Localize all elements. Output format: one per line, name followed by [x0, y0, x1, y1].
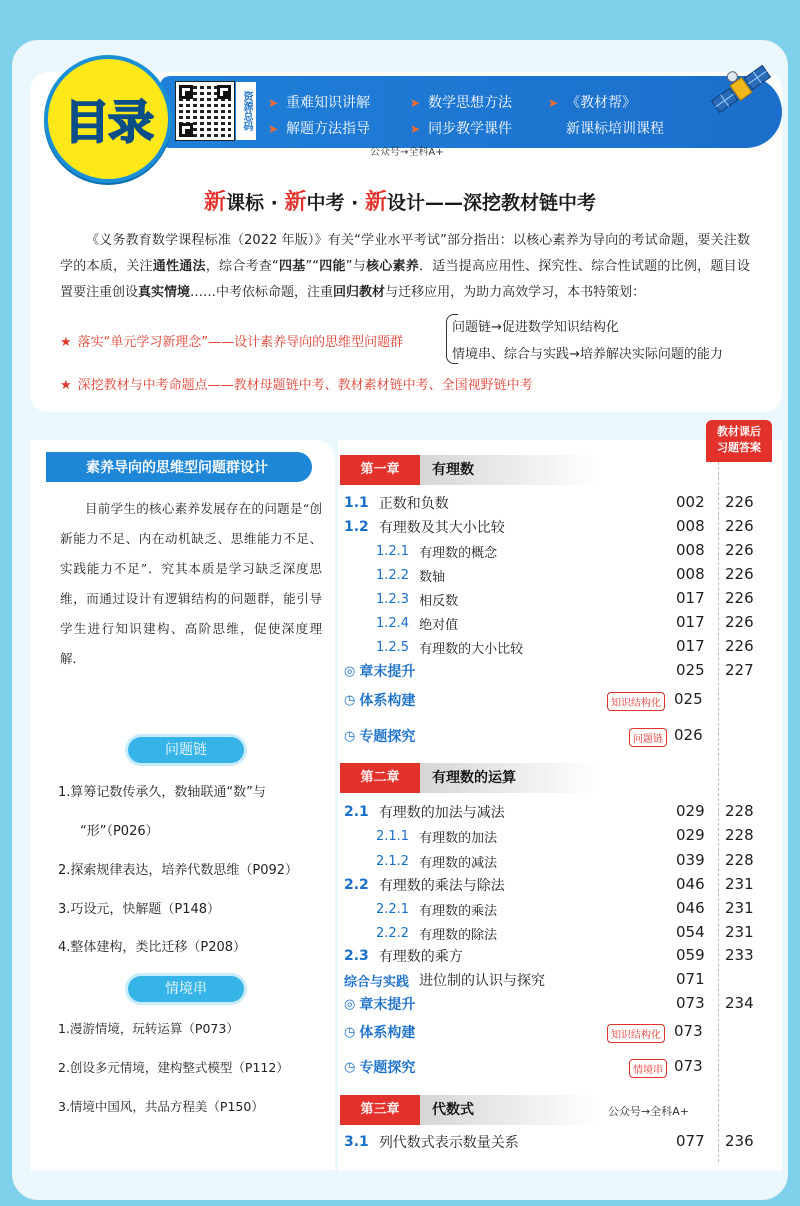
logo-badge	[44, 55, 172, 183]
toc-entry-title: 有理数的概念	[419, 545, 498, 561]
toc-page-number: 017	[676, 637, 705, 655]
toc-entry-title: 章末提升	[359, 664, 416, 680]
toc-answer-page: 228	[725, 826, 754, 844]
star-icon: ★	[60, 335, 72, 350]
title-text: 课标 ·	[226, 192, 285, 214]
toc-entry-number: 1.2.3	[376, 591, 410, 607]
toc-answer-page: 226	[725, 565, 754, 583]
problem-chain-pill: 问题链	[128, 737, 244, 763]
toc-answer-page: 228	[725, 802, 754, 820]
chapter-3-heading[interactable]	[340, 1095, 772, 1125]
toc-entry[interactable]	[376, 540, 497, 562]
toc-entry-number: 2.2.1	[376, 901, 410, 917]
toc-page-number: 025	[674, 690, 703, 708]
toc-entry-title: 有理数的大小比较	[419, 641, 524, 657]
toc-page-number: 059	[676, 946, 705, 964]
toc-entry-title: 列代数式表示数量关系	[378, 1135, 519, 1151]
title-text: 中考 ·	[306, 192, 365, 214]
toc-entry-title: 绝对值	[419, 617, 459, 633]
toc-entry-title: 体系构建	[359, 693, 416, 709]
chapter-tag: 第二章	[340, 763, 420, 793]
toc-entry[interactable]	[344, 1131, 519, 1153]
intro-text: 《义务教育数学课程标准（2022 年版）》有关“学业水平考试”部分指出：以核心素养为导向的考试命题，要关注数学的本质，关注	[60, 233, 750, 274]
toc-page-number: 002	[676, 493, 705, 511]
satellite-icon	[706, 54, 776, 124]
toc-page-number: 026	[674, 726, 703, 744]
toc-answer-page: 231	[725, 899, 754, 917]
toc-entry-title: 有理数及其大小比较	[378, 520, 505, 536]
header-link-label: 《教材帮》	[566, 95, 637, 111]
toc-page-number: 008	[676, 517, 705, 535]
toc-entry-title: 专题探究	[359, 729, 416, 745]
toc-entry[interactable]	[344, 969, 545, 991]
intro-emphasis: 真实情境	[138, 285, 191, 300]
intro-emphasis: 四基	[278, 259, 306, 274]
toc-entry-title: 有理数的乘法与除法	[378, 878, 505, 894]
qr-code-icon[interactable]	[176, 82, 234, 140]
toc-entry[interactable]	[376, 898, 497, 920]
star-icon: ★	[60, 378, 72, 393]
clock-icon: ◷	[344, 692, 356, 708]
toc-entry[interactable]	[344, 1021, 415, 1043]
arrow-icon: ➤	[548, 96, 559, 110]
header-link-3[interactable]	[548, 92, 636, 112]
toc-answer-page: 226	[725, 493, 754, 511]
toc-badge: 知识结构化	[607, 1024, 665, 1043]
toc-entry[interactable]	[344, 725, 415, 747]
bullet-sub-item: 情境串、综合与实践→培养解决实际问题的能力	[452, 347, 723, 362]
bullet-text: 落实“单元学习新理念”——设计素养导向的思维型问题群	[77, 335, 404, 350]
title-accent: 新	[284, 190, 307, 215]
scenario-item[interactable]: 1.漫游情境，玩转运算（P073）	[58, 1021, 239, 1036]
toc-page-number: 008	[676, 541, 705, 559]
qr-corner	[217, 85, 231, 99]
toc-answer-page: 231	[725, 875, 754, 893]
title-accent: 新	[364, 190, 387, 215]
toc-entry[interactable]	[344, 945, 463, 967]
intro-text: 与迁移应用，为助力高效学习，本书特策划：	[385, 285, 646, 300]
target-icon: ◎	[344, 663, 356, 679]
toc-entry-number: 2.1.1	[376, 828, 410, 844]
scenario-item[interactable]: 3.情境中国风，共品方程美（P150）	[58, 1099, 264, 1114]
chapter-1-heading[interactable]	[340, 455, 772, 485]
toc-page-number: 071	[676, 970, 705, 988]
intro-text: ，综合考查“	[205, 259, 279, 274]
left-paragraph: 目前学生的核心素养发展存在的问题是“创新能力不足、内在动机缺乏、思维能力不足、实践能力不足”．究其本质是学习缺乏深度思维，而通过设计有逻辑结构的问题群，能引导学生进行知识建构、高阶思维，促使深度理解．	[60, 501, 322, 666]
toc-answer-page: 226	[725, 637, 754, 655]
toc-answer-page: 234	[725, 994, 754, 1012]
header-link-1[interactable]	[268, 92, 370, 112]
toc-entry[interactable]	[344, 660, 415, 682]
intro-text: ．适当提高应用性、探究性、综合性试题的比例，题目设置要注重创设	[60, 259, 750, 300]
toc-entry-number: 1.2.4	[376, 615, 410, 631]
toc-page-number: 054	[676, 923, 705, 941]
toc-entry[interactable]	[344, 516, 505, 538]
toc-entry[interactable]	[376, 825, 497, 847]
page-title	[0, 185, 800, 216]
arrow-icon: ➤	[268, 96, 279, 110]
scenario-chain-pill: 情境串	[128, 976, 244, 1002]
chapter-title: 有理数	[420, 455, 600, 485]
intro-emphasis: 核心素养	[365, 259, 419, 274]
toc-entry-number: 1.2.1	[376, 543, 410, 559]
bullet-sub-item: 问题链→促进数学知识结构化	[452, 320, 619, 335]
toc-answer-page: 226	[725, 613, 754, 631]
toc-entry-title: 专题探究	[359, 1060, 416, 1076]
toc-page-number: 008	[676, 565, 705, 583]
toc-page-number: 073	[674, 1022, 703, 1040]
answer-column-divider	[718, 462, 719, 1162]
toc-entry-title: 相反数	[419, 593, 459, 609]
logo-text: 目录	[64, 95, 152, 149]
toc-entry-title: 有理数的除法	[419, 927, 498, 943]
answer-tab-line: 习题答案	[717, 441, 761, 454]
arrow-icon: ➤	[410, 122, 421, 136]
problem-item[interactable]: 4.整体建构，类比迁移（P208）	[58, 940, 247, 955]
scenario-item[interactable]: 2.创设多元情境，建构整式模型（P112）	[58, 1060, 289, 1075]
toc-page-number: 073	[674, 1057, 703, 1075]
qr-corner	[179, 123, 193, 137]
toc-answer-page: 226	[725, 541, 754, 559]
toc-entry-number: 2.2.2	[376, 925, 410, 941]
chapter-2-heading[interactable]	[340, 763, 772, 793]
clock-icon: ◷	[344, 728, 356, 744]
qr-label: 资源总码	[236, 82, 256, 140]
toc-entry-title: 进位制的认识与探究	[419, 973, 546, 989]
toc-entry[interactable]	[344, 1056, 415, 1078]
toc-entry-number: 1.2.2	[376, 567, 410, 583]
intro-text: ”与	[345, 259, 366, 274]
toc-entry[interactable]	[376, 850, 497, 872]
chapter-tag: 第三章	[340, 1095, 420, 1125]
toc-entry-number: 1.1	[344, 495, 369, 511]
toc-entry-title: 体系构建	[359, 1025, 416, 1041]
toc-entry[interactable]	[376, 588, 458, 610]
toc-page-number: 046	[676, 875, 705, 893]
toc-page-number: 017	[676, 613, 705, 631]
toc-entry[interactable]	[344, 801, 505, 823]
toc-entry-title: 正数和负数	[378, 496, 449, 512]
toc-answer-page: 231	[725, 923, 754, 941]
intro-emphasis: 通性通法	[152, 259, 206, 274]
toc-answer-page: 236	[725, 1132, 754, 1150]
title-accent: 新	[204, 190, 227, 215]
clock-icon: ◷	[344, 1024, 356, 1040]
intro-text: ……中考依标命题，注重	[190, 285, 334, 300]
toc-page-number: 077	[676, 1132, 705, 1150]
toc-entry-number: 2.1	[344, 804, 369, 820]
toc-entry-number: 1.2.5	[376, 639, 410, 655]
toc-page-number: 017	[676, 589, 705, 607]
gzh-note: 公众号→全科A+	[608, 1105, 689, 1118]
toc-entry-title: 有理数的乘法	[419, 903, 498, 919]
toc-answer-page: 228	[725, 851, 754, 869]
toc-entry-title: 章末提升	[359, 997, 416, 1013]
toc-entry[interactable]	[344, 689, 415, 711]
problem-item[interactable]: 1.算筹记数传承久，数轴联通“数”与	[58, 785, 266, 800]
toc-entry[interactable]	[376, 636, 523, 658]
gzh-note: 公众号→全科A+	[370, 147, 444, 158]
toc-entry-number: 1.2	[344, 519, 369, 535]
toc-entry[interactable]	[376, 922, 497, 944]
header-link-label: 数学思想方法	[428, 95, 513, 111]
arrow-icon: ➤	[410, 96, 421, 110]
header-link-6[interactable]	[566, 118, 664, 138]
toc-page-number: 073	[676, 994, 705, 1012]
toc-entry[interactable]	[344, 874, 505, 896]
bullet-text: 深挖教材与中考命题点——教材母题链中考、教材素材链中考、全国视野链中考	[77, 378, 533, 393]
toc-answer-page: 227	[725, 661, 754, 679]
qr-corner	[179, 85, 193, 99]
intro-emphasis: 回归教材	[333, 285, 386, 300]
toc-entry-title: 有理数的加法	[419, 830, 498, 846]
header-link-4[interactable]	[268, 118, 370, 138]
toc-page-number: 029	[676, 826, 705, 844]
left-panel-header: 素养导向的思维型问题群设计	[46, 452, 312, 482]
header-link-5[interactable]	[410, 118, 512, 138]
header-link-2[interactable]	[410, 92, 512, 112]
toc-page-number: 025	[676, 661, 705, 679]
toc-badge: 知识结构化	[607, 692, 665, 711]
header-link-label: 同步教学课件	[428, 121, 513, 137]
toc-entry[interactable]	[376, 564, 445, 586]
toc-page-number: 039	[676, 851, 705, 869]
toc-entry[interactable]	[344, 492, 449, 514]
problem-item[interactable]: 2.探索规律表达，培养代数思维（P092）	[58, 863, 299, 878]
header-link-label: 新课标培训课程	[566, 121, 664, 137]
toc-entry-number: 2.2	[344, 877, 369, 893]
toc-entry-title: 有理数的加法与减法	[378, 805, 505, 821]
toc-entry-number: 2.1.2	[376, 853, 410, 869]
toc-entry-title: 有理数的乘方	[378, 949, 463, 965]
bullet-1	[60, 331, 403, 350]
toc-answer-page: 233	[725, 946, 754, 964]
chapter-tag: 第一章	[340, 455, 420, 485]
header-link-label: 重难知识讲解	[286, 95, 371, 111]
chapter-title: 有理数的运算	[420, 763, 600, 793]
toc-badge: 问题链	[629, 728, 667, 747]
header-link-label: 解题方法指导	[286, 121, 371, 137]
toc-answer-page: 226	[725, 517, 754, 535]
toc-page-number: 029	[676, 802, 705, 820]
arrow-icon: ➤	[268, 122, 279, 136]
toc-answer-page: 226	[725, 589, 754, 607]
toc-entry-title: 数轴	[419, 569, 446, 585]
intro-emphasis: 四能	[318, 259, 346, 274]
problem-item[interactable]: 3.巧设元，快解题（P148）	[58, 902, 221, 917]
toc-entry-title: 有理数的减法	[419, 855, 498, 871]
problem-item-cont[interactable]: “形”（P026）	[80, 824, 159, 839]
bullet-2	[60, 374, 533, 393]
toc-entry[interactable]	[344, 993, 415, 1015]
toc-page-number: 046	[676, 899, 705, 917]
toc-entry-number: 综合与实践	[344, 974, 410, 990]
target-icon: ◎	[344, 996, 356, 1012]
intro-text: ”“	[305, 259, 319, 274]
answer-tab-line: 教材课后	[717, 425, 761, 438]
chapter-title: 代数式	[420, 1095, 600, 1125]
intro-paragraph	[60, 228, 750, 306]
clock-icon: ◷	[344, 1059, 356, 1075]
title-text: 设计——深挖教材链中考	[386, 192, 596, 214]
toc-entry-number: 2.3	[344, 948, 369, 964]
toc-entry[interactable]	[376, 612, 458, 634]
toc-entry-number: 3.1	[344, 1134, 369, 1150]
toc-badge: 情境串	[629, 1059, 667, 1078]
